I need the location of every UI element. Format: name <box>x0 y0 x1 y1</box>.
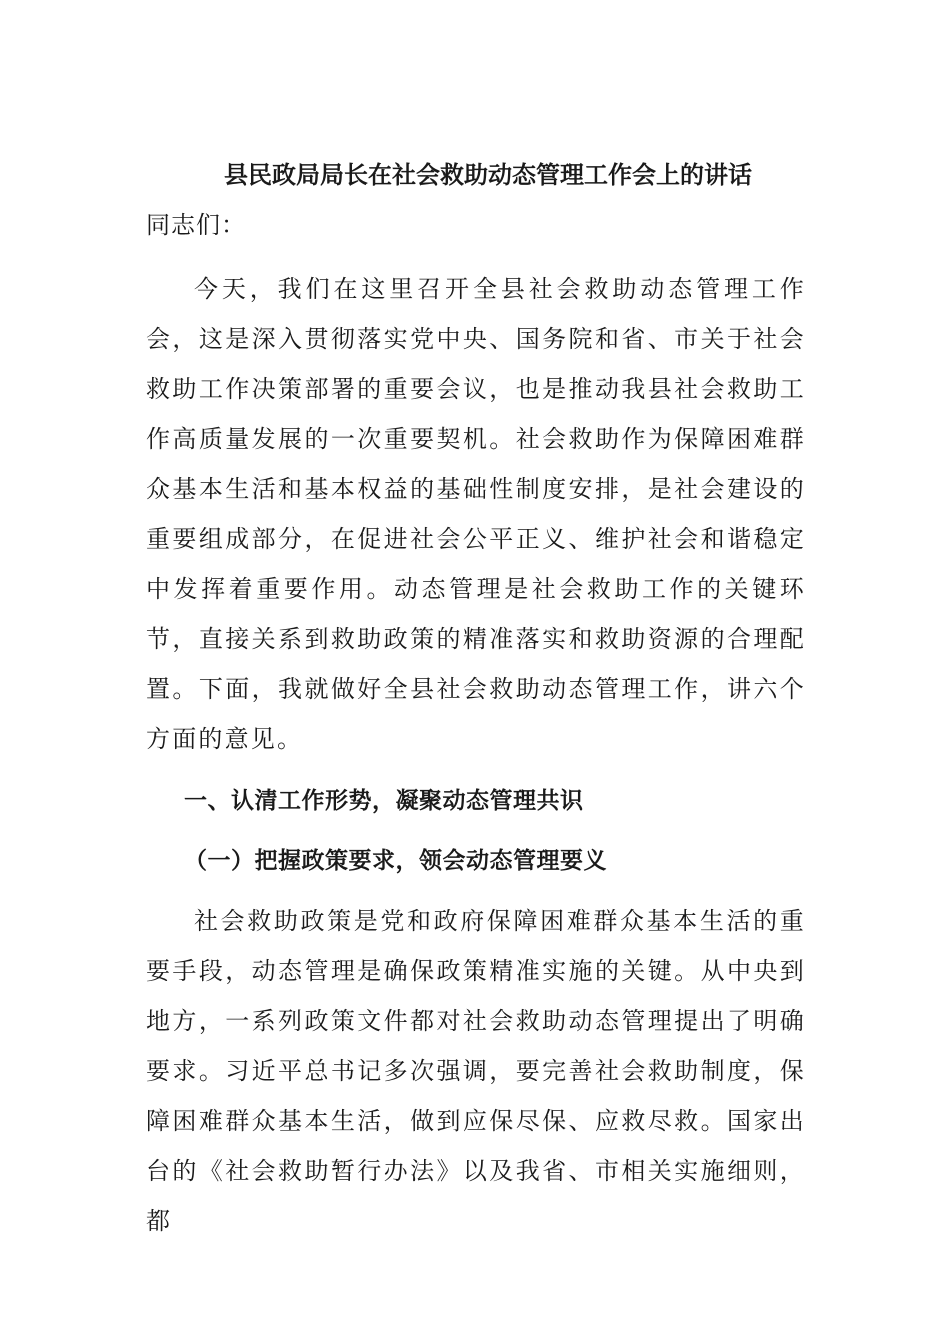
document-body <box>146 150 806 1258</box>
salutation: 同志们： <box>146 211 246 239</box>
intro-paragraph: 今天，我们在这里召开全县社会救助动态管理工作会，这是深入贯彻落实党中央、国务院和省、市关于社会救助工作决策部署的重要会议，也是推动我县社会救助工作高质量发展的一次重要契机。社会救助作为保障困难群众基本生活和基本权益的基础性制度安排，是社会建设的重要组成部分，在促进社会公平正义、维护社会和谐稳定中发挥着重要作用。动态管理是社会救助工作的关键环节，直接关系到救助政策的精准落实和救助资源的合理配置。下面，我就做好全县社会救助动态管理工作，讲六个方面的意见。 <box>146 275 806 753</box>
subsection-heading: （一）把握政策要求，领会动态管理要义 <box>184 848 607 874</box>
section-heading: 一、认清工作形势，凝聚动态管理共识 <box>184 788 584 814</box>
subsection-paragraph: 社会救助政策是党和政府保障困难群众基本生活的重要手段，动态管理是确保政策精准实施的关键。从中央到地方，一系列政策文件都对社会救助动态管理提出了明确要求。习近平总书记多次强调，要完善社会救助制度，保障困难群众基本生活，做到应保尽保、应救尽救。国家出台的《社会救助暂行办法》以及我省、市相关实施细则，都 <box>146 907 806 1235</box>
document-title: 县民政局局长在社会救助动态管理工作会上的讲话 <box>224 161 752 189</box>
